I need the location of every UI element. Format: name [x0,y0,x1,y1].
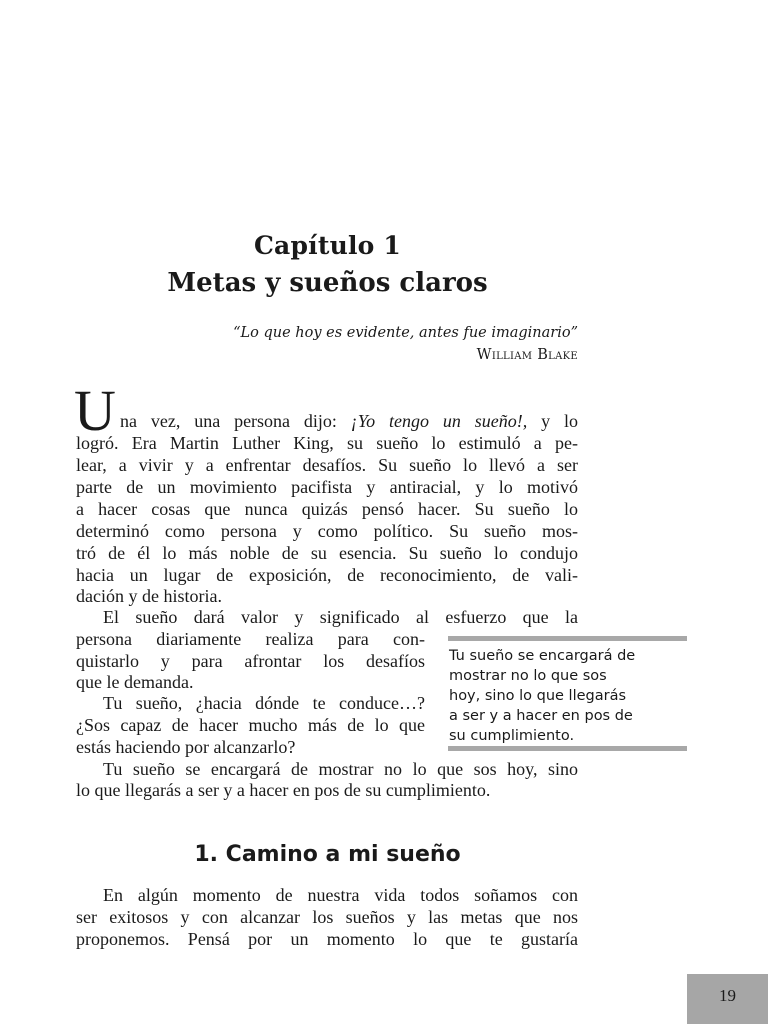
body-line: tró de él lo más noble de su esencia. Su sueño lo condujo [76,543,578,563]
body-line: En algún momento de nuestra vida todos soñamos con [103,885,578,905]
body-line: hacia un lugar de exposición, de reconocimiento, de vali- [76,565,578,585]
page-number: 19 [719,986,736,1005]
chapter-number: Capítulo 1 [253,231,402,260]
body-line: estás haciendo por alcanzarlo? [76,737,296,757]
body-line: lo que llegarás a ser y a hacer en pos de su cumplimiento. [76,780,491,800]
pull-quote-line: mostrar no lo que sos [449,668,607,684]
body-line: ¿Sos capaz de hacer mucho más de lo que [76,715,425,735]
body-text: y lo [527,411,578,431]
pull-quote-line: hoy, sino lo que llegarás [449,688,627,704]
drop-cap: U [74,378,116,443]
body-line: logró. Era Martin Luther King, su sueño lo estimuló a pe- [76,433,578,453]
pull-quote-line: a ser y a hacer en pos de [449,708,633,724]
pull-quote-line: Tu sueño se encargará de [449,648,636,664]
pull-quote-line: su cumplimiento. [449,728,575,744]
body-line: proponemos. Pensá por un momento lo que te gustaría [76,929,578,949]
body-italic-text: ¡Yo tengo un sueño!, [350,411,528,431]
section-heading: 1. Camino a mi sueño [194,842,461,867]
body-line: lear, a vivir y a enfrentar desafíos. Su sueño lo llevó a ser [76,455,578,475]
body-line: ser exitosos y con alcanzar los sueños y las metas que nos [76,907,578,927]
body-line [76,410,578,432]
body-line: que le demanda. [76,672,194,692]
page-number-box [687,974,768,1024]
body-line: Tu sueño, ¿hacia dónde te conduce…? [103,693,425,713]
body-line: persona diariamente realiza para con- [76,629,425,649]
body-line: dación y de historia. [76,586,222,606]
body-text: na vez, una persona dijo: [120,411,351,431]
body-line: a hacer cosas que nunca quizás pensó hacer. Su sueño lo [76,499,578,519]
epigraph-author: William Blake [476,347,578,363]
chapter-title: Metas y sueños claros [167,268,488,298]
body-line: El sueño dará valor y significado al esfuerzo que la [103,607,578,627]
epigraph-quote: “Lo que hoy es evidente, antes fue imaginario” [233,325,578,341]
body-line: Tu sueño se encargará de mostrar no lo que sos hoy, sino [103,759,578,779]
pull-quote [448,636,687,751]
body-line: parte de un movimiento pacifista y antiracial, y lo motivó [76,477,578,497]
body-line: quistarlo y para afrontar los desafíos [76,651,425,671]
epigraph [76,322,578,366]
body-line: determinó como persona y como político. Su sueño mos- [76,521,578,541]
